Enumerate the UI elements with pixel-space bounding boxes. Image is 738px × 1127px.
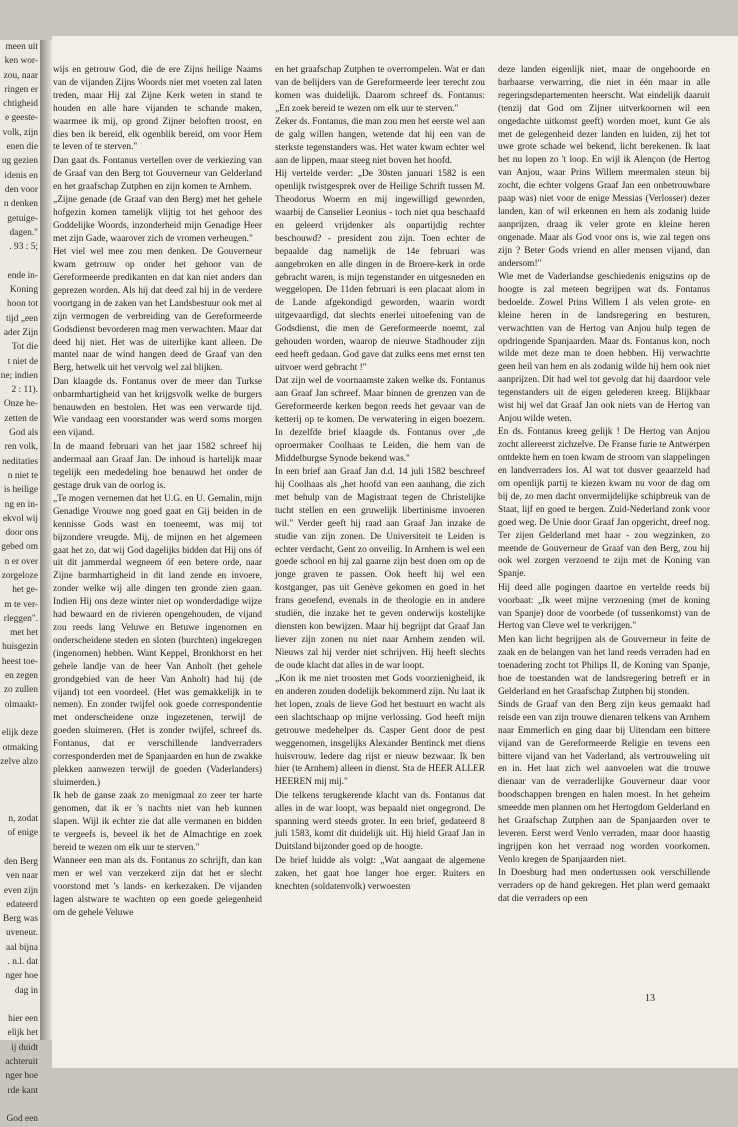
fragment-line: olmaakt-: [4, 699, 38, 710]
fragment-line: is heilige: [3, 485, 38, 496]
fragment-line: ader Zijn: [3, 327, 38, 338]
fragment-line: met het: [10, 628, 38, 639]
fragment-line: ren volk,: [4, 442, 38, 453]
previous-page-edge: [0, 40, 40, 1125]
paragraph: Dan klaagde ds. Fontanus over de meer dan Turkse onbarmhartigheid van het krijgsvolk welke de burgers benauwden en bestolen. Het was een verwarde tijd. Wie vandaag een voorstander was werd soms morgen een vijand.: [53, 376, 262, 439]
fragment-line: t niet de: [7, 356, 38, 367]
fragment-line: meen uit: [5, 42, 38, 52]
fragment-line: otmaking: [2, 742, 38, 753]
fragment-line: Onze he-: [3, 399, 38, 410]
paragraph: en het graafschap Zutphen te overrompelen. Wat er dan van de belijders van de Gereformeerde leer terecht zou komen was duidelijk. Daarom schreef ds. Fontanus: „En zoek bereid te wezen om elk uur te sterven.": [275, 65, 485, 114]
fragment-line: n denken: [3, 199, 38, 210]
page-sheet: [52, 36, 738, 1068]
fragment-line: rleggen".: [3, 613, 38, 624]
fragment-line: elijk deze: [1, 728, 38, 739]
fragment-line: hier een: [8, 1014, 38, 1025]
fragment-line: ug gezien: [1, 156, 38, 167]
fragment-line: God een: [6, 1114, 38, 1125]
fragment-line: n er over: [4, 556, 38, 567]
fragment-line: . n.l. dat: [7, 957, 38, 967]
fragment-line: den voor: [4, 184, 38, 195]
paragraph: Hij vertelde verder: „De 30sten januari 1582 is een openlijk twistgesprek over de Heilige Schrift tussen M. Theodorus Woerm en mij ingewilligd geworden, waarbij de Canselier Leonius - toch niet qua beschaafd en geleerd vrijdenker als onpartijdig rechter beschouwd? - president zou zijn. Toen echter de bepaalde dag namelijk de 14e februari was aangebroken en alle dingen in de Broere-kerk in orde gebracht waren, is mijn tegenstander en uitgesneden en weggelopen. De 11den februari is een placaat alom in de Lande afgekondigd geworden, waarin wordt uitgevaardigd, dat slechts enerlei uitoefening van de Godsdienst, die men de Gereformeerde noemt, zal gehouden worden, waarop de nieuwe Stadhouder zijn eed heeft gedaan. God gave dat zulks eens met ernst ten uitvoer werd gebracht !": [275, 169, 485, 373]
fragment-line: [0, 998, 40, 1012]
fragment-line: zorgeloze: [1, 570, 38, 581]
text-column-1: [53, 64, 262, 920]
fragment-line: ij duidt: [11, 1042, 38, 1053]
fragment-line: den Berg: [4, 856, 38, 867]
paragraph: In de maand februari van het jaar 1582 schreef hij andermaal aan Graaf Jan. De inhoud is hartelijk maar tegelijk een mededeling hoe benauwd het onder de gestage druk van de oorlog is.: [53, 441, 262, 491]
fragment-line: [0, 798, 40, 812]
paragraph: Het viel wel mee zou men denken. De Gouverneur kwam getrouw op onder het gehoor van de Gereformeerde predikanten en dat kan niet anders dan geprezen worden. Als hij dat deed zal hij in de verdere voortgang in de zaken van het Landsbestuur ook met al zijn vermogen de verbreiding van de Gereformeerde Godsdienst bevorderen mag men verwachten. Maar dat deed hij niet. Het was de uiterlijke kant alleen. De mantel naar de wind hangen deed de Graaf van den Berg, hetwelk uit het vervolg wel zal blijken.: [53, 247, 262, 374]
fragment-line: hoon tot: [7, 299, 38, 310]
text-column-2: [275, 64, 485, 894]
fragment-line: m te ver-: [4, 599, 38, 610]
fragment-line: God als: [9, 428, 38, 439]
fragment-line: edateerd: [6, 899, 38, 910]
fragment-line: 2 : 11).: [11, 385, 38, 396]
fragment-line: ende in-: [7, 270, 38, 281]
fragment-line: het ge-: [12, 585, 38, 596]
fragment-line: door ons: [5, 528, 38, 539]
paragraph: Zeker ds. Fontanus, die man zou men het eerste wel aan de galg willen hangen, wetende dat hij een van de sterkste tegenstanders was. Het water kwam echter wel aan de lippen, maar steeg niet boven het hoofd.: [275, 117, 485, 166]
fragment-line: volk, zijn: [2, 127, 38, 138]
fragment-line: of enige: [7, 828, 38, 839]
fragment-line: [0, 712, 40, 726]
fragment-line: nger hoe: [5, 971, 38, 982]
fragment-line: zou, naar: [3, 70, 38, 81]
fragment-line: ekvol wij: [2, 513, 38, 524]
paragraph: wijs en getrouw God, die de ere Zijns heilige Naams van de vijanden Zijns Woords niet met voeten zal laten treden, maar Hij zal Zijne Kerk weten in stand te houden en alle hare vijanden te schande maken, waarmee ik mij, op grond Zijner beloften troost, en dies ben ik bereid, elk ogenblik bereid, om voor Hem te leven of te sterven.": [53, 65, 262, 153]
book-gutter: [40, 40, 52, 1040]
fragment-line: ng en in-: [4, 499, 38, 510]
text-column-3: [498, 64, 710, 906]
fragment-line: dag in: [14, 985, 38, 996]
fragment-line: zo zullen: [3, 685, 38, 696]
fragment-line: . 93 : 5;: [9, 242, 38, 253]
paragraph: Wie met de Vaderlandse geschiedenis enigszins op de hoogte is zal meteen begrijpen wat ds. Fontanus bedoelde. Zowel Prins Willem I als velen grote- en kleine heren in de landsregering en besturen, verwachtten van de Hertog van Anjou hulp tegen de opdringende Spanjaarden. Maar ds. Fontanus kon, noch wilde met deze man te doen hebben. Hij verwachtte geen heil van hem en als zodanig wilde hij hem ook niet aanprijzen. Dit had wel tot gevolg dat hij daardoor vele tegenstanders uit de eigen gelederen kreeg. Blijkbaar wist hij wel dat Graaf Jan ook niets van de Hertog van Anjou wilde weten.: [498, 272, 710, 424]
paragraph: En ds. Fontanus kreeg gelijk ! De Hertog van Anjou zocht allereerst zichzelve. De Franse furie te Antwerpen ontdekte hem en toen kwam de stroom van slappelingen en landverraders los. Al wat tot dusver geaarzeld had om openlijk partij te kiezen kwam nu voor de dag om bij de, zo men dacht onvermijdelijke schipbreuk van de Staat, lijf en goed te bergen. Zuid-Nederland zonk voor goed weg. De Unie door Graaf Jan opgericht, dreef nog. Ter zijen Gelderland met haar - zou wegzinken, zo meende de Gouverneur de Graaf van den Berg, zou hij ook wel zorgen verzoend te zijn met de Koning van Spanje.: [498, 427, 710, 580]
fragment-line: idenis en: [4, 170, 38, 181]
page-number: 13: [645, 993, 655, 1004]
fragment-line: n, zodat: [8, 814, 38, 825]
fragment-line: Koning: [9, 285, 38, 296]
fragment-line: [0, 769, 40, 783]
paragraph: deze landen eigenlijk niet, maar de ongehoorde en barbaarse verwarring, die niet in één maar in alle regeringsdepartementen heerscht. Wat eindelijk daaruit (tenzij dat God om Zijner uitverkoornen wil een ongedachte uitkomst geeft) worden moet, kunt Ge als met de gelegenheid dezer landen en luiden, zij het tot uwe grote schade wel bekend, licht berekenen. Ik laat het nu lopen zo 't loop. En wijl ik Alençon (de Hertog van Anjou, waar Prins Willem meermalen steun bij zocht, die echter volgens Graaf Jan een onbetrouwbare paap was) niet voor de enige Messias (Verlosser) dezer landen, kan of wil erkennen en hem als zodanig luide aanprijzen, draag ik veler grote en kleine heren ongenade. Maar als God voor ons is, wie zal tegen ons zijn ? Beter Gods vriend en aller mensen vijand, dan andersom!": [498, 65, 710, 269]
paragraph: De brief luidde als volgt: „Wat aangaat de algemene zaken, het gaat hoe langer hoe erger. Ruiters en knechten (soldatenvolk) verwoesten: [275, 855, 485, 892]
paragraph: „Kon ik me niet troosten met Gods voorzienigheid, ik en anderen zouden dodelijk bekommerd zijn. Nu laat ik het lopen, zoals de lieve God het bestuurt en wacht als een slachtschaap op mijne verlossing. God heeft mijn getrouwe medehelper ds. Casper Gent door de pest weggenomen, insgelijks Alexander Bentinck met diens huisvrouw. Iedere dag rijst er nieuw bezwaar. Ik ben hier (te Arnhem) alleen in dienst. Sta de HEER ALLER HEEREN mij mij.": [275, 674, 485, 788]
paragraph: Die telkens terugkerende klacht van ds. Fontanus dat alles in de war loopt, was bepaald niet ongegrond. De spanning werd steeds groter. In een brief, gedateerd 8 juli 1583, komt dit duidelijk uit. Hij hield Graaf Jan in Duitsland bijzonder goed op de hoogte.: [275, 790, 485, 853]
fragment-line: zelve alzo: [0, 756, 38, 767]
fragment-line: Tot die: [11, 342, 38, 353]
fragment-line: neditaties: [2, 456, 38, 467]
fragment-line: en zegen: [4, 671, 38, 682]
fragment-line: [0, 841, 40, 855]
fragment-line: e geeste-: [4, 113, 38, 124]
fragment-line: nger hoe: [5, 1071, 38, 1082]
fragment-line: even zijn: [3, 885, 38, 896]
fragment-line: rde kant: [7, 1085, 38, 1096]
fragment-line: elijk het: [7, 1028, 38, 1039]
fragment-line: zetten de: [4, 413, 38, 424]
fragment-line: dagen.": [9, 227, 38, 238]
paragraph: Wanneer een man als ds. Fontanus zo schrijft, dan kan men er wel van verzekerd zijn dat het er slecht voorstond met 's lands- en kerkezaken. De vijanden lagen alstware te wachten op een goede gelegenheid om de gehele Veluwe: [53, 856, 262, 918]
fragment-line: huisgezin: [2, 642, 38, 653]
fragment-line: uveneur.: [5, 928, 38, 939]
fragment-line: getuige-: [7, 213, 38, 224]
fragment-line: ken wor-: [4, 56, 38, 67]
paragraph: Dat zijn wel de voornaamste zaken welke ds. Fontanus aan Graaf Jan schreef. Maar binnen de grenzen van de Gereformeerde kerken begon reeds het gevaar van de ketterij op te komen. De verwatering in eigen boezem. In dezelfde brief klaagde ds. Fontanus over „de oproermaker Coolhaas te Leiden, die hem van de Middelburgse Synode bekend was.": [275, 376, 485, 464]
paragraph: Men kan licht begrijpen als de Gouverneur in feite de zaak en de belangen van het land reeds verraden had en toenadering zocht tot Philips II, de Koning van Spanje, hoe de toestanden wat de landsregering betreft er in Gelderland en het Graafschap Zutphen bij stonden.: [498, 634, 710, 697]
fragment-line: ringen er: [4, 84, 38, 95]
paragraph: Sinds de Graaf van den Berg zijn keus gemaakt had reisde een van zijn trouwe dienaren telkens van Arnhem naar Emmerlich en ging daar bij Uitendam een bittere vijand van de Gereformeerde Religie en tevens een bittere vijand van het Vaderland, als vertrouweling uit en in. Het laat zich wel aanvoelen wat die trouwe dienaar van de verraderlijke Gouverneur daar voor boodschappen brengen en halen moest. In het geheim smeedde men plannen om het Hertogdom Gelderland en het Graafschap Zutphen aan de Spanjaarden over te leveren. Eerst werd Venlo verraden, maar door haastig ingrijpen kon het verraad nog worden voorkomen. Venlo kregen de Spanjaarden niet.: [498, 699, 710, 865]
fragment-line: [0, 254, 40, 268]
paragraph: „Zijne genade (de Graaf van den Berg) met het gehele hofgezin komen tamelijk vlijtig tot het gehoor des Goddelijke Woords, inzonderheid mijn Genadige Heer met zijn Gade, waarover zich de vromen verheugen.": [53, 195, 262, 244]
fragment-line: ven naar: [5, 871, 38, 882]
paragraph: In Doesburg had men ondertussen ook verschillende verraders op de hand gekregen. Het plan werd gemaakt dat die verraders op een: [498, 868, 710, 904]
paragraph: „Te mogen vernemen dat het U.G. en U. Gemalin, mijn Genadige Vrouwe nog goed gaat en Gij beiden in de kennisse Gods wast en toeneemt, was mij tot bijzondere vreugde. Mij, de mijnen en het algemeen gaat het zo, dat wij God dagelijks bidden dat Hij ons óf uit dit jammerdal wegneem óf een betere orde, naar Zijne barmhartigheid in dit land zende en invoere, zonder welke wij alle dingen ten gronde zien gaan. Indien Hij ons deze winter niet op wonderdadige wijze had bewaard en de rivieren opengehouden, de vijand zou reeds lang Veluwe en Betuwe ingenomen en onderscheidene steden en sloten (burchten) ingekregen (ingenomen) hebben. Want Keppel, Bronkhorst en het gehele landje van de heer Van Anholt (het gehele grondgebied van de heer Van Anholt) had hij (de vijand) tot een voordeel. (Het was gemakkelijk in te nemen). En zonder twijfel ook goede correspondentie met onderscheidene onze ingezetenen, terwijl de goeden sluimeren. (Het is zonder twijfel, schreef ds. Fontanus, dat er verschillende landverraders corresponderden met de Spanjaarden en hun de zwakke plekken aanwezen terwijl de goeden (Vaderlanders) sluimerden.): [53, 493, 262, 788]
paragraph: Dan gaat ds. Fontanus vertellen over de verkiezing van de Graaf van den Berg tot Gouverneur van Gelderland en het graafschap Zutphen en zijn komen te Arnhem.: [53, 155, 262, 192]
paragraph: In een brief aan Graaf Jan d.d. 14 juli 1582 beschreef hij Coolhaas als „het hoofd van een aanhang, die zich met behulp van de Magistraat tegen de Christelijke tucht stellen en een gruwelijk libertinisme invoeren wil." Verder geeft hij raad aan Graaf Jan inzake de studie van zijn zonen. De Universiteit te Leiden is echter verdacht, Gent zo onveilig. In Arnhem is wel een goede school en hij zal gaarne zijn best doen om op de jonge graven te passen. Ook heeft hij wel een kostganger, pas uit Genève gekomen en goed in het frans geoefend, evenals in de theologie en in andere studiën, die inzake het te geven onderwijs kostelijke diensten kon bewijzen. Maar hij begrijpt dat Graaf Jan liever zijn zonen nu niet naar Arnhem zenden wil. Nieuws zal hij verder niet schrijven. Hij heeft slechts de oude klacht dat alles in de war loopt.: [275, 467, 485, 671]
paragraph: Ik heb de ganse zaak zo menigmaal zo zeer ter harte genomen, dat ik er 's nachts niet van heb kunnen slapen. Wijl ik echter zie dat alle vermanen en bidden te vergeefs is, beveel ik het de Almachtige en zoek bereid te wezen om elk uur te sterven.": [53, 791, 262, 853]
fragment-line: gebed om: [1, 542, 38, 553]
paragraph: Hij deed alle pogingen daartoe en vertelde reeds bij voorbaat: „Ik weet mijne verzoening (met de koning van Spanje) door de voorbede (of tussenkomst) van de Hertog van Cleve wel te verkrijgen.": [498, 582, 710, 632]
fragment-line: achteruit: [5, 1057, 38, 1068]
fragment-line: [0, 783, 40, 797]
fragment-line: ne; indien: [0, 370, 38, 381]
fragment-line: chtigheid: [3, 99, 38, 110]
fragment-line: heest toe-: [1, 656, 38, 667]
fragment-line: n niet te: [7, 470, 38, 481]
fragment-line: [0, 1098, 40, 1112]
fragment-line: Berg was: [3, 914, 38, 925]
fragment-line: enen die: [6, 142, 38, 153]
fragment-line: aal bijna: [5, 942, 38, 953]
fragment-line: tijd „een: [5, 313, 38, 324]
